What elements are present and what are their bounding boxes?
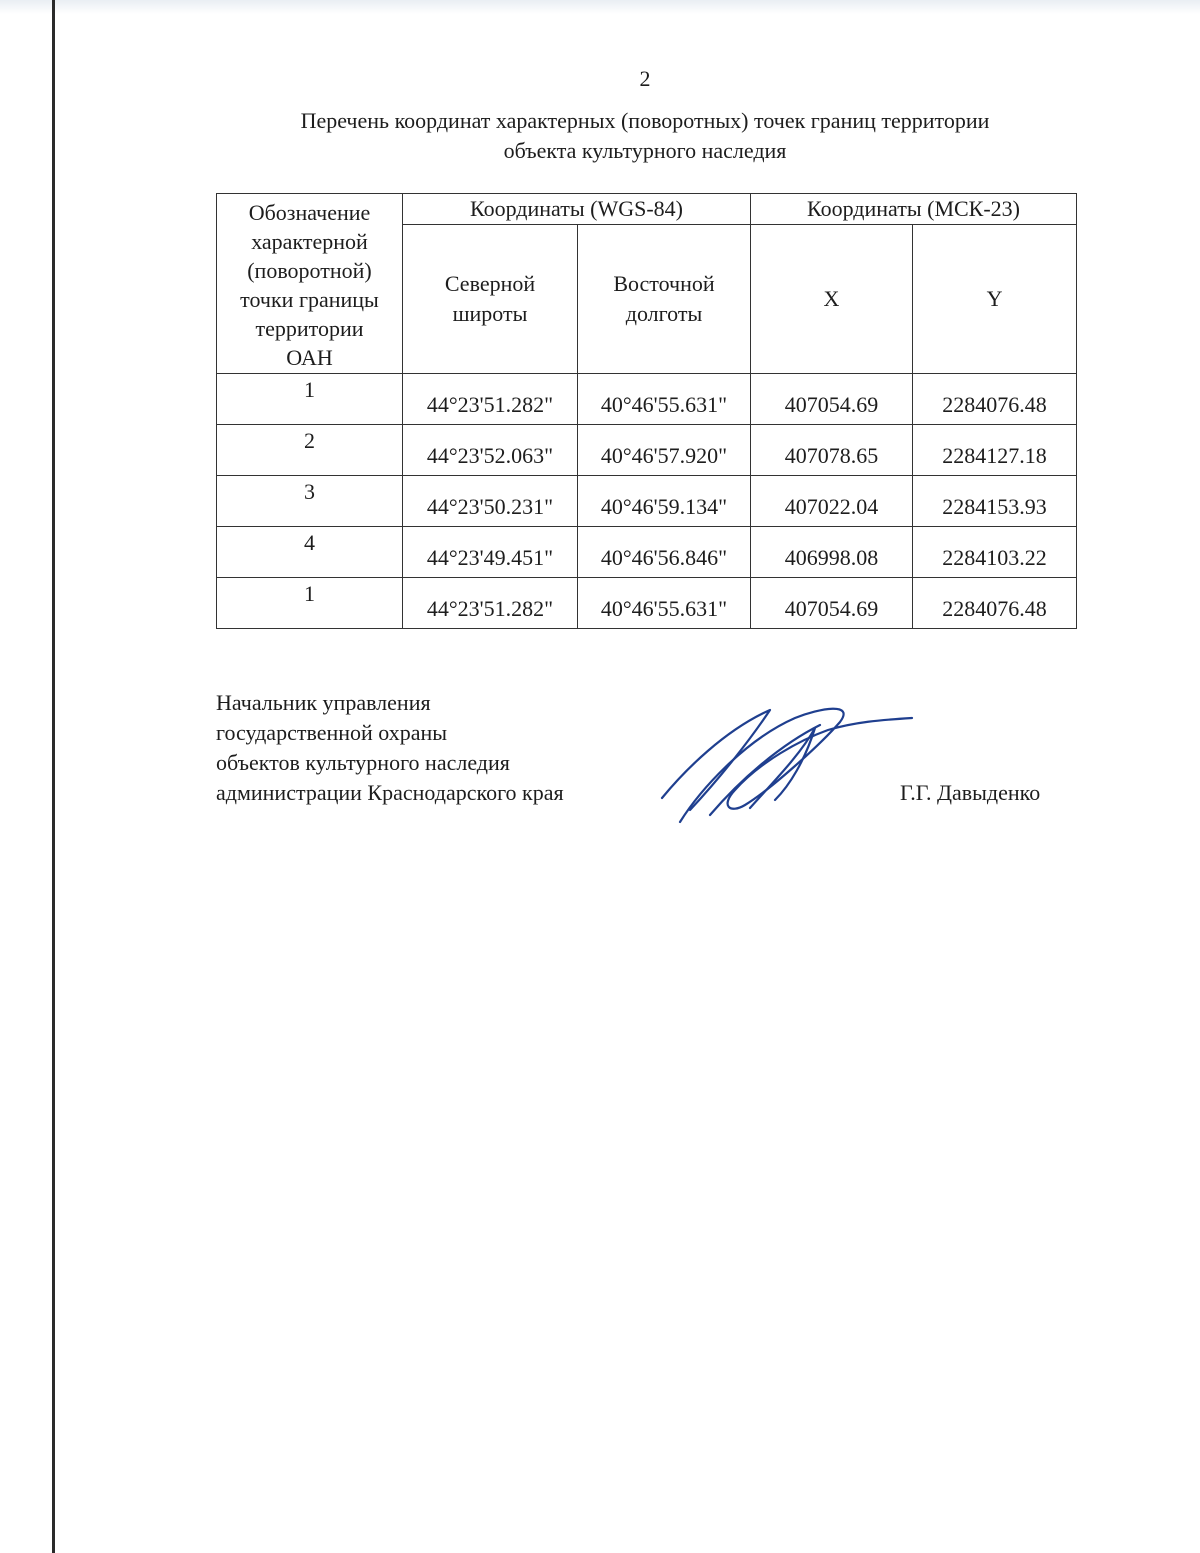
cell-y: 2284103.22	[913, 527, 1077, 578]
cell-longitude: 40°46'57.920"	[578, 425, 751, 476]
header-point-line: Обозначение	[248, 200, 371, 225]
cell-point: 1	[217, 578, 403, 629]
cell-point: 1	[217, 374, 403, 425]
handwritten-signature	[650, 700, 930, 830]
signatory-position-line: государственной охраны	[216, 720, 448, 745]
table-row	[217, 527, 1077, 578]
cell-x: 407054.69	[751, 374, 913, 425]
cell-point: 3	[217, 476, 403, 527]
signatory-position	[216, 688, 564, 808]
cell-y: 2284127.18	[913, 425, 1077, 476]
header-point-line: территории	[255, 316, 364, 341]
cell-point: 4	[217, 527, 403, 578]
cell-x: 406998.08	[751, 527, 913, 578]
header-point-designation	[217, 194, 403, 374]
document-title-line-1: Перечень координат характерных (поворотных) точек границ территории	[300, 108, 990, 133]
header-x: X	[751, 225, 913, 374]
cell-longitude: 40°46'56.846"	[578, 527, 751, 578]
scan-top-edge	[0, 0, 1200, 14]
cell-longitude: 40°46'55.631"	[578, 578, 751, 629]
header-y: Y	[913, 225, 1077, 374]
document-title-line-2: объекта культурного наследия	[503, 138, 787, 163]
header-latitude-line: широты	[452, 301, 528, 326]
cell-latitude: 44°23'51.282"	[403, 374, 578, 425]
table-row	[217, 425, 1077, 476]
signatory-position-line: Начальник управления	[216, 690, 431, 715]
cell-latitude: 44°23'49.451"	[403, 527, 578, 578]
coordinates-table	[216, 193, 1077, 629]
header-wgs84-group: Координаты (WGS-84)	[403, 194, 751, 225]
cell-latitude: 44°23'52.063"	[403, 425, 578, 476]
document-title	[160, 106, 1130, 166]
header-latitude	[403, 225, 578, 374]
header-longitude-line: Восточной	[613, 271, 715, 296]
cell-latitude: 44°23'51.282"	[403, 578, 578, 629]
cell-x: 407022.04	[751, 476, 913, 527]
signature-stroke	[680, 709, 912, 822]
signatory-position-line: объектов культурного наследия	[216, 750, 510, 775]
cell-x: 407054.69	[751, 578, 913, 629]
cell-longitude: 40°46'55.631"	[578, 374, 751, 425]
header-longitude	[578, 225, 751, 374]
header-longitude-line: долготы	[625, 301, 703, 326]
page-number: 2	[639, 66, 651, 91]
header-point-line: характерной	[251, 229, 368, 254]
signature-stroke	[662, 710, 770, 810]
signatory-name: Г.Г. Давыденко	[900, 780, 1041, 805]
header-msk23-group: Координаты (МСК-23)	[751, 194, 1077, 225]
cell-y: 2284076.48	[913, 374, 1077, 425]
header-point-line: точки границы	[240, 287, 379, 312]
cell-y: 2284153.93	[913, 476, 1077, 527]
table-row	[217, 476, 1077, 527]
cell-longitude: 40°46'59.134"	[578, 476, 751, 527]
scan-left-edge	[52, 0, 55, 1553]
table-row	[217, 578, 1077, 629]
cell-y: 2284076.48	[913, 578, 1077, 629]
header-point-line: (поворотной)	[247, 258, 372, 283]
cell-point: 2	[217, 425, 403, 476]
cell-latitude: 44°23'50.231"	[403, 476, 578, 527]
header-point-line: ОАН	[286, 345, 333, 370]
header-latitude-line: Северной	[444, 271, 536, 296]
table-row	[217, 374, 1077, 425]
cell-x: 407078.65	[751, 425, 913, 476]
signatory-position-line: администрации Краснодарского края	[216, 780, 564, 805]
